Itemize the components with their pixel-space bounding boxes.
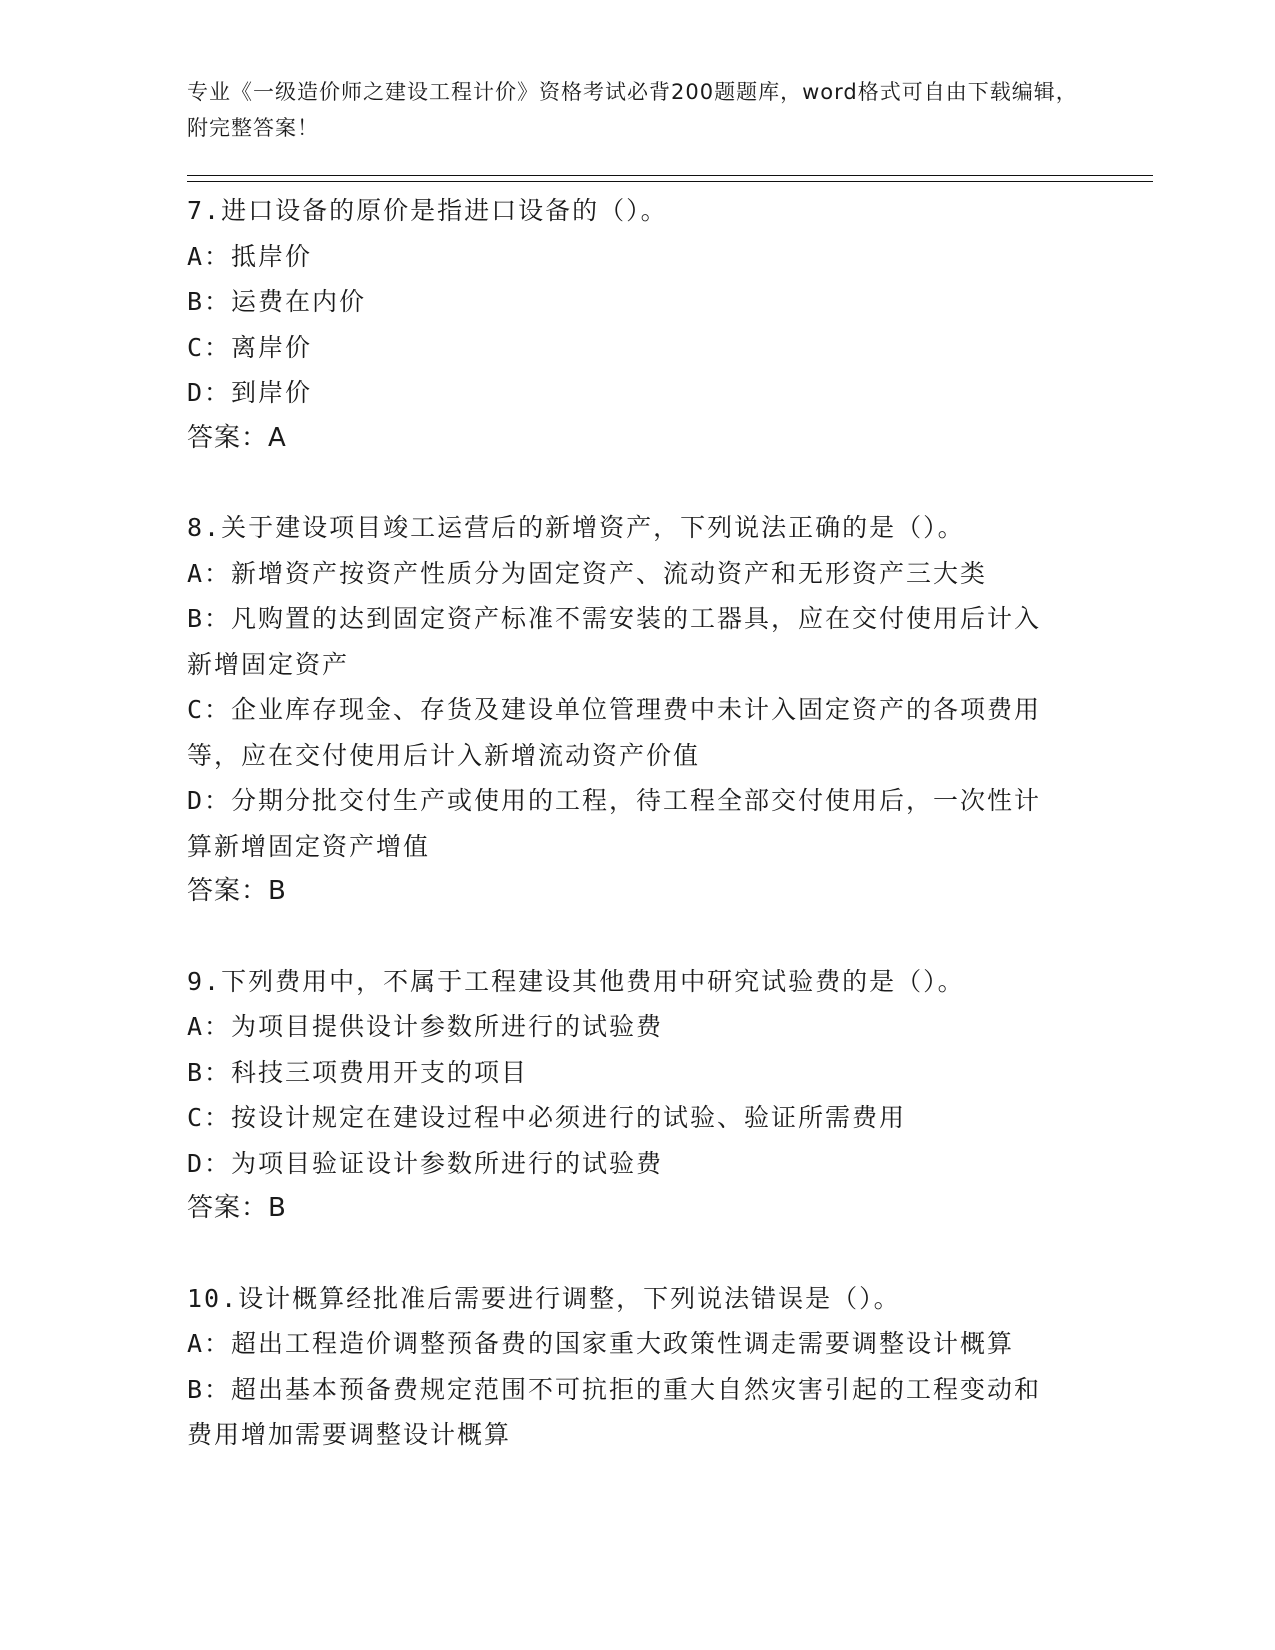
document-header: 专业《一级造价师之建设工程计价》资格考试必背200题题库，word格式可自由下载编辑，附完整答案！ — [187, 80, 1078, 140]
question-9 — [187, 959, 1067, 1232]
option-c: C：离岸价 — [187, 332, 313, 362]
question-list — [187, 188, 1067, 1502]
header-divider-bottom — [187, 181, 1153, 182]
answer: 答案：B — [187, 876, 287, 906]
option-a: A：为项目提供设计参数所进行的试验费 — [187, 1012, 664, 1041]
question-8 — [187, 505, 1067, 915]
option-a: A：超出工程造价调整预备费的国家重大政策性调走需要调整设计概算 — [187, 1329, 1015, 1358]
option-b: B：超出基本预备费规定范围不可抗拒的重大自然灾害引起的工程变动和费用增加需要调整设计概算 — [187, 1374, 1042, 1449]
option-b: B：运费在内价 — [187, 287, 367, 316]
option-c: C：企业库存现金、存货及建设单位管理费中未计入固定资产的各项费用等，应在交付使用后计入新增流动资产价值 — [187, 695, 1042, 770]
option-b: B：科技三项费用开支的项目 — [187, 1057, 529, 1087]
option-c: C：按设计规定在建设过程中必须进行的试验、验证所需费用 — [187, 1103, 907, 1132]
option-d: D：到岸价 — [187, 378, 313, 407]
question-10 — [187, 1276, 1067, 1458]
header-divider-top — [187, 175, 1153, 176]
answer: 答案：A — [187, 422, 287, 453]
option-a: A：抵岸价 — [187, 241, 313, 271]
question-stem: 8.关于建设项目竣工运营后的新增资产，下列说法正确的是（）。 — [187, 513, 965, 542]
option-a: A：新增资产按资产性质分为固定资产、流动资产和无形资产三大类 — [187, 558, 988, 588]
question-stem: 9.下列费用中，不属于工程建设其他费用中研究试验费的是（）。 — [187, 966, 965, 996]
option-b: B：凡购置的达到固定资产标准不需安装的工器具，应在交付使用后计入新增固定资产 — [187, 604, 1042, 679]
question-stem: 10.设计概算经批准后需要进行调整，下列说法错误是（）。 — [187, 1283, 901, 1313]
answer: 答案：B — [187, 1193, 287, 1223]
question-7 — [187, 188, 1067, 461]
option-d: D：为项目验证设计参数所进行的试验费 — [187, 1148, 664, 1178]
question-stem: 7.进口设备的原价是指进口设备的（）。 — [187, 196, 668, 225]
option-d: D：分期分批交付生产或使用的工程，待工程全部交付使用后，一次性计算新增固定资产增值 — [187, 786, 1042, 861]
